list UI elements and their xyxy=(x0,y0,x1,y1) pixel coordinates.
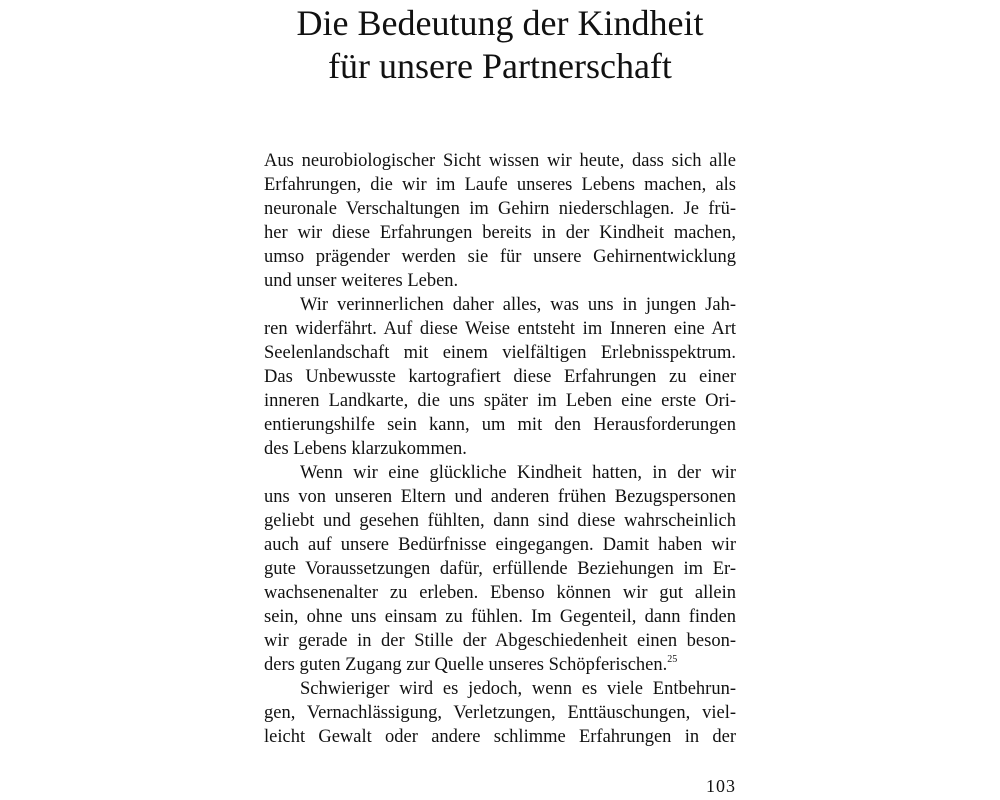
text-line: und unser weiteres Leben. xyxy=(264,271,459,291)
text-line: auch auf unsere Bedürfnisse eingegangen. Damit haben wir xyxy=(264,535,736,555)
paragraph-2 xyxy=(264,293,736,461)
text-line: umso prägender werden sie für unsere Gehirnentwicklung xyxy=(264,247,736,267)
text-line-with-footnote xyxy=(264,653,736,677)
text-line: inneren Landkarte, die uns später im Leben eine erste Ori- xyxy=(264,391,736,411)
body-text xyxy=(264,149,736,749)
footnote-reference[interactable]: 25 xyxy=(667,654,678,665)
text-line: Wenn wir eine glückliche Kindheit hatten, in der wir xyxy=(300,463,736,483)
text-line: Seelenlandschaft mit einem vielfältigen Erlebnisspektrum. xyxy=(264,343,736,363)
chapter-title xyxy=(0,2,1000,88)
text-line: gute Voraussetzungen dafür, erfüllende Beziehungen im Er- xyxy=(264,559,736,579)
text-line: ders guten Zugang zur Quelle unseres Schöpferischen. xyxy=(264,655,668,675)
text-line: des Lebens klarzukommen. xyxy=(264,439,467,459)
text-line: uns von unseren Eltern und anderen frühen Bezugspersonen xyxy=(264,487,736,507)
chapter-title-line-1: Die Bedeutung der Kindheit xyxy=(296,3,704,43)
text-line: leicht Gewalt oder andere schlimme Erfahrungen in der xyxy=(264,727,736,747)
text-line: Das Unbewusste kartografiert diese Erfahrungen zu einer xyxy=(264,367,736,387)
text-line: Schwieriger wird es jedoch, wenn es viele Entbehrun- xyxy=(300,679,736,699)
text-line: her wir diese Erfahrungen bereits in der Kindheit machen, xyxy=(264,223,736,243)
text-line: Aus neurobiologischer Sicht wissen wir heute, dass sich alle xyxy=(264,151,736,171)
paragraph-3 xyxy=(264,461,736,677)
text-line: Wir verinnerlichen daher alles, was uns in jungen Jah- xyxy=(300,295,736,315)
paragraph-4 xyxy=(264,677,736,749)
page-number: 103 xyxy=(706,776,736,796)
text-line: geliebt und gesehen fühlten, dann sind diese wahrscheinlich xyxy=(264,511,736,531)
text-line: sein, ohne uns einsam zu fühlen. Im Gegenteil, dann finden xyxy=(264,607,736,627)
text-line: Erfahrungen, die wir im Laufe unseres Lebens machen, als xyxy=(264,175,736,195)
text-line: wachsenenalter zu erleben. Ebenso können wir gut allein xyxy=(264,583,736,603)
text-line: wir gerade in der Stille der Abgeschiedenheit einen beson- xyxy=(264,631,736,651)
text-line: ren widerfährt. Auf diese Weise entsteht im Inneren eine Art xyxy=(264,319,736,339)
chapter-title-line-2: für unsere Partnerschaft xyxy=(328,46,672,86)
paragraph-1 xyxy=(264,149,736,293)
text-line: entierungshilfe sein kann, um mit den Herausforderungen xyxy=(264,415,736,435)
text-line: neuronale Verschaltungen im Gehirn niederschlagen. Je frü- xyxy=(264,199,736,219)
text-line: gen, Vernachlässigung, Verletzungen, Enttäuschungen, viel- xyxy=(264,703,736,723)
